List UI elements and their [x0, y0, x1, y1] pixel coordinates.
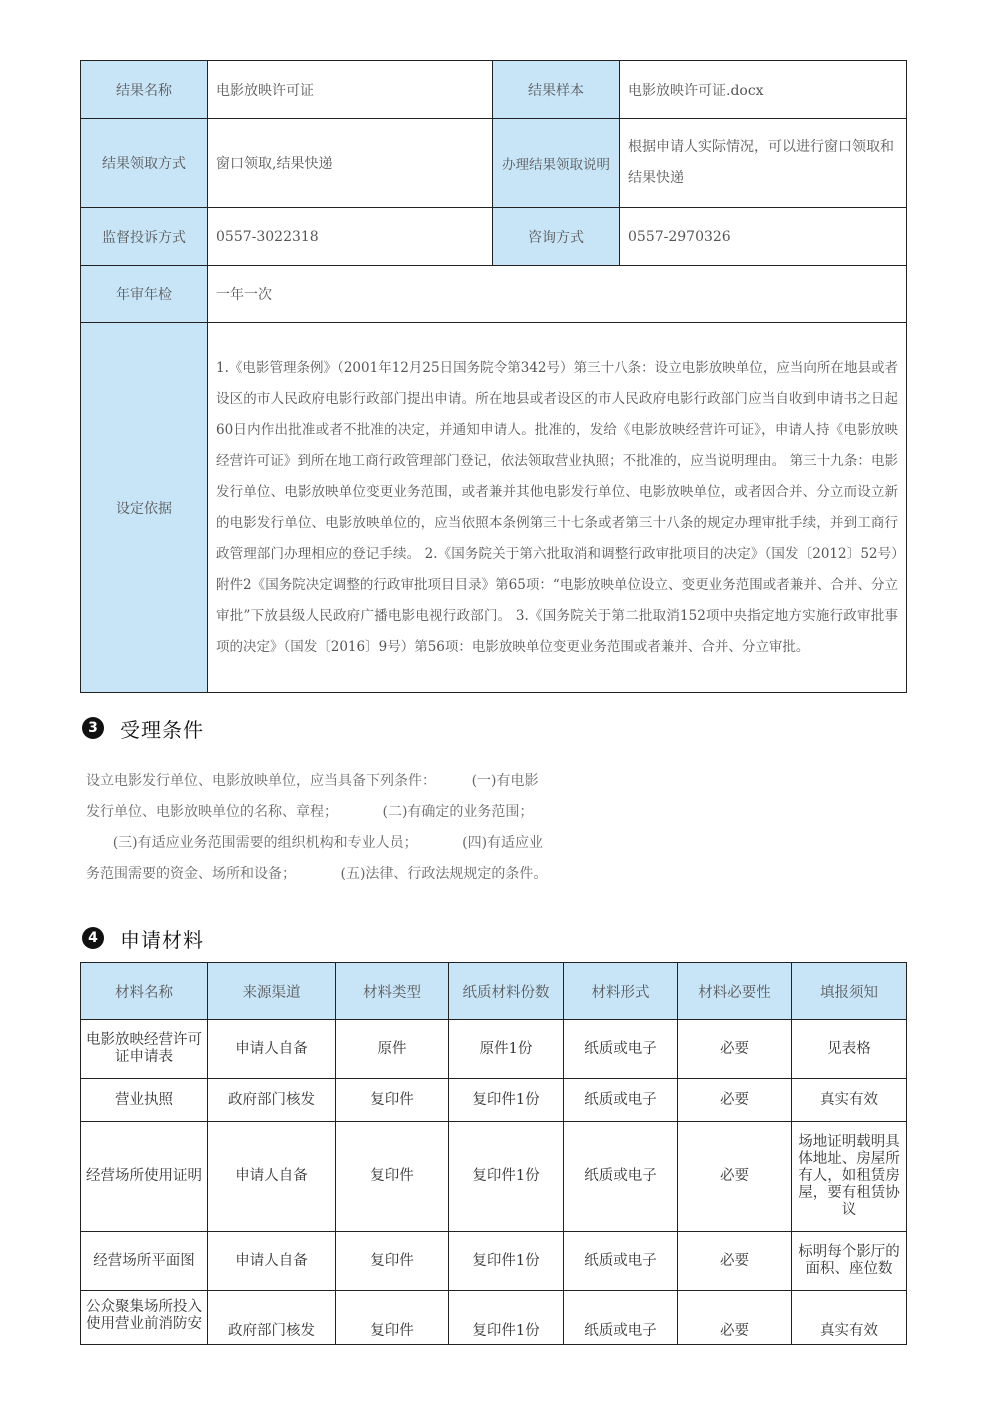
source-cell: 政府部门核发	[208, 1079, 336, 1122]
copies-cell: 复印件1份	[449, 1122, 564, 1232]
annual-value: 一年一次	[208, 266, 907, 323]
result-name-value: 电影放映许可证	[208, 61, 493, 119]
source-cell: 申请人自备	[208, 1122, 336, 1232]
fill-note-cell: 标明每个影厅的面积、座位数	[792, 1232, 907, 1291]
info-row-basis	[81, 323, 907, 693]
column-header: 材料必要性	[678, 963, 792, 1020]
materials-header-row	[81, 963, 907, 1020]
column-header: 来源渠道	[208, 963, 336, 1020]
section-number-badge: 3	[82, 717, 104, 739]
material-name-cell: 电影放映经营许可证申请表	[81, 1020, 208, 1079]
collect-desc-value: 根据申请人实际情况，可以进行窗口领取和结果快递	[620, 119, 907, 208]
column-header: 纸质材料份数	[449, 963, 564, 1020]
table-row	[81, 1291, 907, 1345]
necessity-cell: 必要	[678, 1079, 792, 1122]
source-cell: 政府部门核发	[208, 1291, 336, 1345]
collect-method-label: 结果领取方式	[81, 119, 208, 208]
source-cell: 申请人自备	[208, 1020, 336, 1079]
necessity-cell: 必要	[678, 1232, 792, 1291]
materials-table	[80, 962, 907, 1345]
necessity-cell: 必要	[678, 1122, 792, 1232]
necessity-cell: 必要	[678, 1020, 792, 1079]
copies-cell: 复印件1份	[449, 1291, 564, 1345]
type-cell: 复印件	[336, 1232, 449, 1291]
table-row	[81, 1079, 907, 1122]
complaint-label: 监督投诉方式	[81, 208, 208, 266]
section-title-conditions: 受理条件	[120, 717, 204, 742]
section-title-materials: 申请材料	[120, 927, 204, 952]
fill-note-cell: 场地证明载明具体地址、房屋所有人，如租赁房屋，要有租赁协议	[792, 1122, 907, 1232]
info-row-contact	[81, 208, 907, 266]
fill-note-cell: 真实有效	[792, 1291, 907, 1345]
copies-cell: 原件1份	[449, 1020, 564, 1079]
basis-value: 1.《电影管理条例》（2001年12月25日国务院令第342号）第三十八条：设立电影放映单位，应当向所在地县或者设区的市人民政府电影行政部门提出申请。所在地县或者设区的市人民政府电影行政部门应当自收到申请书之日起60日内作出批准或者不批准的决定，并通知申请人。批准的，发给《电影放映经营许可证》，申请人持《电影放映经营许可证》到所在地工商行政管理部门登记，依法领取营业执照；不批准的，应当说明理由。 第三十九条：电影发行单位、电影放映单位变更业务范围，或者兼并其他电影发行单位、电影放映单位，或者因合并、分立而设立新的电影发行单位、电影放映单位的，应当依照本条例第三十七条或者第三十八条的规定办理审批手续，并到工商行政管理部门办理相应的登记手续。 2.《国务院关于第六批取消和调整行政审批项目的决定》（国发〔2012〕52号）附件2《国务院决定调整的行政审批项目目录》第65项：“电影放映单位设立、变更业务范围或者兼并、合并、分立审批”下放县级人民政府广播电影电视行政部门。 3.《国务院关于第二批取消152项中央指定地方实施行政审批事项的决定》（国发〔2016〕9号）第56项：电影放映单位变更业务范围或者兼并、合并、分立审批。	[208, 323, 907, 693]
info-row-result	[81, 61, 907, 119]
form-cell: 纸质或电子	[564, 1122, 678, 1232]
type-cell: 原件	[336, 1020, 449, 1079]
form-cell: 纸质或电子	[564, 1020, 678, 1079]
result-sample-label: 结果样本	[493, 61, 620, 119]
column-header: 填报须知	[792, 963, 907, 1020]
result-sample-link[interactable]: 电影放映许可证.docx	[620, 61, 907, 119]
material-name-cell: 营业执照	[81, 1079, 208, 1122]
column-header: 材料形式	[564, 963, 678, 1020]
fill-note-cell: 真实有效	[792, 1079, 907, 1122]
type-cell: 复印件	[336, 1291, 449, 1345]
complaint-value: 0557-3022318	[208, 208, 493, 266]
table-row	[81, 1020, 907, 1079]
material-name-cell: 经营场所使用证明	[81, 1122, 208, 1232]
material-name-cell: 经营场所平面图	[81, 1232, 208, 1291]
material-name-cell: 公众聚集场所投入使用营业前消防安	[81, 1291, 208, 1345]
column-header: 材料名称	[81, 963, 208, 1020]
annual-label: 年审年检	[81, 266, 208, 323]
table-row	[81, 1122, 907, 1232]
collect-method-value: 窗口领取,结果快递	[208, 119, 493, 208]
copies-cell: 复印件1份	[449, 1079, 564, 1122]
section-header-conditions	[82, 714, 204, 742]
section-number-badge: 4	[82, 927, 104, 949]
result-name-label: 结果名称	[81, 61, 208, 119]
result-info-table	[80, 60, 907, 693]
type-cell: 复印件	[336, 1122, 449, 1232]
column-header: 材料类型	[336, 963, 449, 1020]
form-cell: 纸质或电子	[564, 1079, 678, 1122]
basis-label: 设定依据	[81, 323, 208, 693]
collect-desc-label: 办理结果领取说明	[493, 119, 620, 208]
form-cell: 纸质或电子	[564, 1232, 678, 1291]
form-cell: 纸质或电子	[564, 1291, 678, 1345]
copies-cell: 复印件1份	[449, 1232, 564, 1291]
source-cell: 申请人自备	[208, 1232, 336, 1291]
consult-value: 0557-2970326	[620, 208, 907, 266]
fill-note-link[interactable]: 见表格	[792, 1020, 907, 1079]
conditions-text: 设立电影发行单位、电影放映单位，应当具备下列条件： (一)有电影 发行单位、电影放映单位的名称、章程； (二)有确定的业务范围； (三)有适应业务范围需要的组织机构和专业人员； (四)有适应业 务范围需要的资金、场所和设备； (五)法律、行政法规规定的条件。	[86, 773, 548, 882]
consult-label: 咨询方式	[493, 208, 620, 266]
info-row-collect	[81, 119, 907, 208]
necessity-cell: 必要	[678, 1291, 792, 1345]
info-row-annual	[81, 266, 907, 323]
type-cell: 复印件	[336, 1079, 449, 1122]
table-row	[81, 1232, 907, 1291]
section-header-materials	[82, 924, 204, 952]
